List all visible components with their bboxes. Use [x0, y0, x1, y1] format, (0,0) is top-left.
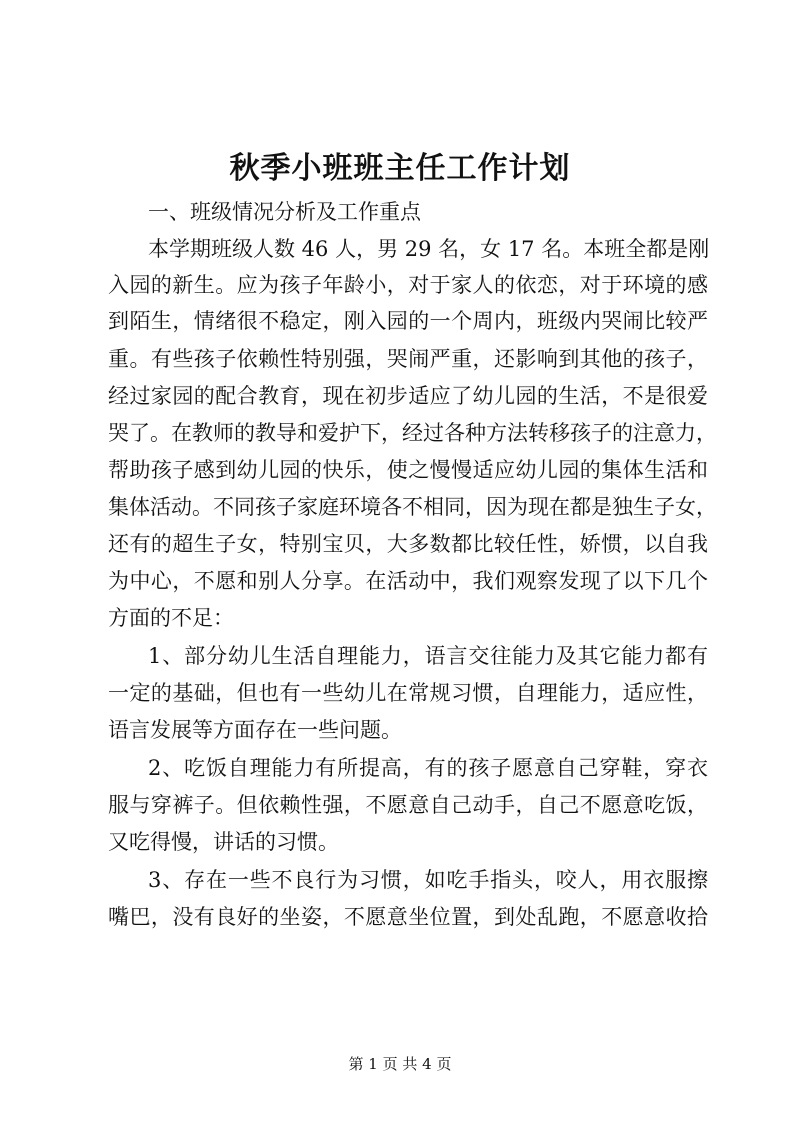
paragraph-line: 语言发展等方面存在一些问题。: [108, 718, 402, 742]
list-item-line: 1、部分幼儿生活自理能力，语言交往能力及其它能力都有: [148, 644, 708, 668]
paragraph-line: 到陌生，情绪很不稳定，刚入园的一个周内，班级内哭闹比较严: [108, 309, 708, 333]
paragraph-line: 为中心，不愿和别人分享。在活动中，我们观察发现了以下几个: [108, 569, 708, 593]
paragraph-line: 集体活动。不同孩子家庭环境各不相同，因为现在都是独生子女，: [108, 495, 717, 519]
list-item-line: 3、存在一些不良行为习惯，如吃手指头，咬人，用衣服擦: [148, 868, 708, 892]
paragraph-line: 本学期班级人数 46 人，男 29 名，女 17 名。本班全都是刚: [148, 237, 710, 261]
paragraph-line: 嘴巴，没有良好的坐姿，不愿意坐位置，到处乱跑，不愿意收拾: [108, 905, 708, 929]
paragraph-line: 经过家园的配合教育，现在初步适应了幼儿园的生活，不是很爱: [108, 384, 708, 408]
paragraph-line: 还有的超生子女，特别宝贝，大多数都比较任性，娇惯，以自我: [108, 532, 708, 556]
paragraph-line: 帮助孩子感到幼儿园的快乐，使之慢慢适应幼儿园的集体生活和: [108, 458, 708, 482]
paragraph-line: 又吃得慢，讲话的习惯。: [108, 830, 339, 854]
list-item-line: 2、吃饭自理能力有所提高，有的孩子愿意自己穿鞋，穿衣: [148, 756, 708, 780]
page-footer: 第 1 页 共 4 页: [348, 1055, 452, 1073]
paragraph-line: 哭了。在教师的教导和爱护下，经过各种方法转移孩子的注意力，: [108, 421, 717, 445]
paragraph-line: 入园的新生。应为孩子年龄小，对于家人的依恋，对于环境的感: [108, 273, 708, 297]
paragraph-line: 重。有些孩子依赖性特别强，哭闹严重，还影响到其他的孩子，: [108, 347, 708, 371]
paragraph-line: 服与穿裤子。但依赖性强，不愿意自己动手，自己不愿意吃饭，: [108, 793, 708, 817]
paragraph-line: 一定的基础，但也有一些幼儿在常规习惯，自理能力，适应性，: [108, 681, 708, 705]
section-heading: 一、班级情况分析及工作重点: [148, 200, 421, 224]
paragraph-line: 方面的不足：: [108, 606, 234, 630]
document-title: 秋季小班班主任工作计划: [229, 151, 571, 186]
